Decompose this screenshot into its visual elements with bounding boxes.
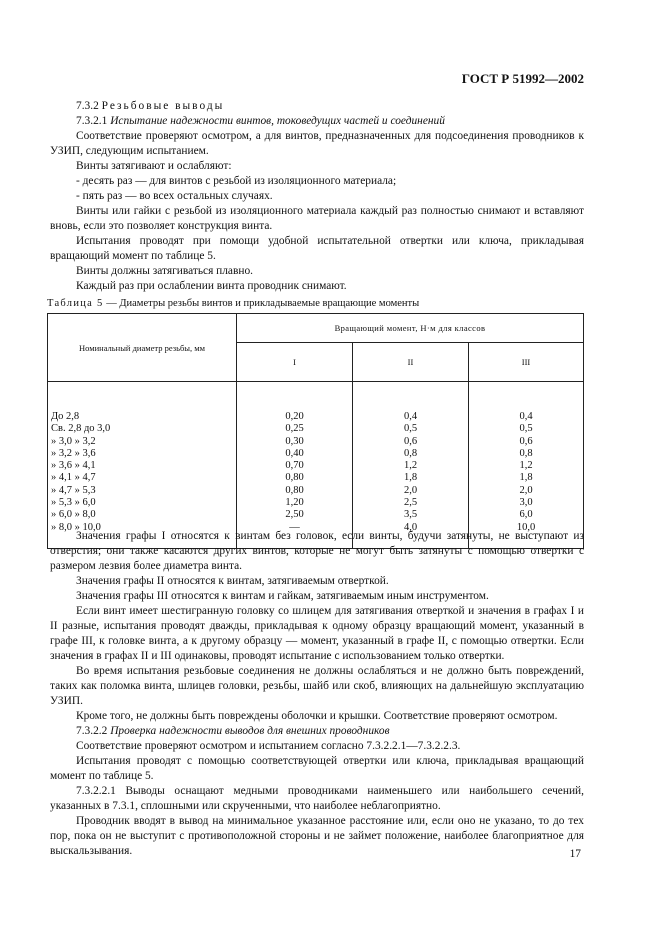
cell-torque: 0,30 (285, 435, 304, 447)
cell-diameter: » 8,0 » 10,0 (51, 521, 101, 533)
cell-torque: 0,6 (403, 435, 418, 447)
cell-torque: 0,4 (519, 411, 533, 422)
cell-torque: 3,5 (403, 509, 418, 521)
class-1-column (237, 382, 353, 549)
subsection-number: 7.3.2.2 (76, 725, 108, 737)
cell-torque: 4,0 (403, 521, 418, 533)
cell-torque: 2,5 (403, 497, 418, 509)
cell-torque: 2,50 (285, 509, 304, 521)
section-7-3-2 (50, 99, 584, 294)
table-notes (50, 529, 584, 859)
cell-torque: 0,80 (285, 472, 304, 484)
column-header-class-3: III (469, 343, 584, 382)
paragraph: 7.3.2.2.1 Выводы оснащают медными проводниками наименьшего или наибольшего сечений, указанных в 7.3.1, сплошными или скрученными, что наиболее неблагоприятно. (50, 785, 584, 812)
paragraph: Если винт имеет шестигранную головку со шлицем для затягивания отверткой и значения в графах I и II разные, испытания проводят дважды, прикладывая к одному образцу вращающий момент, указанный в графе III, к головке винта, а к другому образцу — момент, указанный в графе II, с помощью отвертки. Если значения в графах II и III одинаковы, проводят испытание с использованием только отвертки. (50, 605, 584, 662)
paragraph: Соответствие проверяют осмотром и испытанием согласно 7.3.2.2.1—7.3.2.2.3. (76, 740, 461, 752)
class-3-column (469, 382, 584, 549)
cell-torque: 1,2 (519, 460, 533, 472)
cell-diameter: » 6,0 » 8,0 (51, 509, 96, 521)
torque-table (47, 313, 584, 549)
paragraph: Каждый раз при ослаблении винта проводник снимают. (76, 280, 347, 292)
cell-torque: 6,0 (519, 509, 533, 521)
paragraph: Винты затягивают и ослабляют: (76, 160, 232, 172)
column-header-diameter: Номинальный диаметр резьбы, мм (48, 314, 237, 382)
cell-torque: 0,5 (519, 423, 533, 435)
paragraph: Винты или гайки с резьбой из изоляционного материала каждый раз полностью снимают и вставляют вновь, если это позволяет конструкция винта. (50, 205, 584, 232)
cell-torque: 3,0 (519, 497, 533, 509)
paragraph: Испытания проводят с помощью соответствующей отвертки или ключа, прикладывая вращающий момент по таблице 5. (50, 755, 584, 782)
cell-torque: 0,25 (285, 423, 304, 435)
cell-torque: 1,8 (519, 472, 533, 484)
cell-diameter: » 3,6 » 4,1 (51, 460, 96, 472)
document-header: ГОСТ Р 51992—2002 (461, 71, 584, 86)
cell-torque: 0,70 (285, 460, 304, 472)
paragraph: Значения графы I относятся к винтам без головок, если винты, будучи затянуты, не выступают из отверстия; они также касаются других винтов, которые не могут быть затянуты с помощью отвертки с размером лезвия более диаметра винта. (50, 530, 584, 572)
column-header-class-1: I (237, 343, 353, 382)
cell-torque: 0,4 (403, 411, 418, 422)
cell-diameter: » 4,7 » 5,3 (51, 484, 96, 496)
paragraph: Кроме того, не должны быть повреждены оболочки и крышки. Соответствие проверяют осмотром. (76, 710, 558, 722)
cell-torque: 0,8 (403, 447, 418, 459)
diameter-column (48, 382, 237, 549)
subsection-heading-7-3-2-1 (76, 114, 584, 129)
cell-torque: 2,0 (403, 484, 418, 496)
cell-torque: — (289, 521, 300, 533)
paragraph: Значения графы III относятся к винтам и гайкам, затягиваемым иным инструментом. (76, 590, 489, 602)
cell-diameter: » 4,1 » 4,7 (51, 472, 96, 484)
cell-torque: 2,0 (519, 484, 533, 496)
cell-diameter: Св. 2,8 до 3,0 (51, 423, 111, 435)
paragraph: Соответствие проверяют осмотром, а для винтов, предназначенных для подсоединения проводников к УЗИП, следующим испытанием. (50, 130, 584, 157)
class-2-column (353, 382, 469, 549)
cell-torque: 0,6 (519, 435, 533, 447)
cell-torque: 0,5 (403, 423, 418, 435)
section-heading-7-3-2 (76, 99, 584, 114)
cell-torque: 1,8 (403, 472, 418, 484)
paragraph: Винты должны затягиваться плавно. (76, 265, 254, 277)
cell-diameter: » 3,2 » 3,6 (51, 447, 96, 459)
paragraph: Проводник вводят в вывод на минимальное указанное расстояние или, если оно не указано, то до тех пор, пока он не выступит с противоположной стороны и не займет положение, наиболее благоприятное для выскальзывания. (50, 815, 584, 857)
paragraph: Значения графы II относятся к винтам, затягиваемым отверткой. (76, 575, 389, 587)
section-number: 7.3.2 (76, 100, 99, 112)
cell-diameter: До 2,8 (51, 411, 80, 422)
cell-diameter: » 3,0 » 3,2 (51, 435, 96, 447)
cell-torque: 1,20 (285, 497, 304, 509)
cell-torque: 0,80 (285, 484, 304, 496)
cell-torque: 0,8 (519, 447, 533, 459)
subsection-heading-7-3-2-2 (76, 724, 584, 739)
section-title: Резьбовые выводы (101, 100, 225, 112)
column-header-class-2: II (353, 343, 469, 382)
table-caption (47, 298, 419, 309)
cell-torque: 10,0 (516, 521, 536, 533)
cell-torque: 0,40 (285, 447, 304, 459)
page-number: 17 (569, 848, 581, 860)
subsection-title: Испытание надежности винтов, токоведущих частей и соединений (110, 115, 445, 127)
cell-torque: 0,20 (285, 411, 304, 422)
table-caption-text: — Диаметры резьбы винтов и прикладываемые вращающие моменты (103, 298, 420, 309)
cell-torque: 1,2 (403, 460, 418, 472)
cell-diameter: » 5,3 » 6,0 (51, 497, 96, 509)
paragraph: Испытания проводят при помощи удобной испытательной отвертки или ключа, прикладывая вращающий момент по таблице 5. (50, 235, 584, 262)
column-header-torque: Вращающий момент, Н·м для классов (237, 314, 584, 343)
paragraph: Во время испытания резьбовые соединения не должны ослабляться и не должно быть повреждений, таких как поломка винта, шлицев головки, резьбы, шайб или скоб, влияющих на дальнейшую эксплуатацию УЗИП. (50, 665, 584, 707)
table-caption-label: Таблица 5 (47, 298, 104, 309)
subsection-title: Проверка надежности выводов для внешних проводников (110, 725, 390, 737)
list-item: - пять раз — во всех остальных случаях. (76, 190, 273, 202)
list-item: - десять раз — для винтов с резьбой из изоляционного материала; (76, 175, 397, 187)
subsection-number: 7.3.2.1 (76, 115, 108, 127)
